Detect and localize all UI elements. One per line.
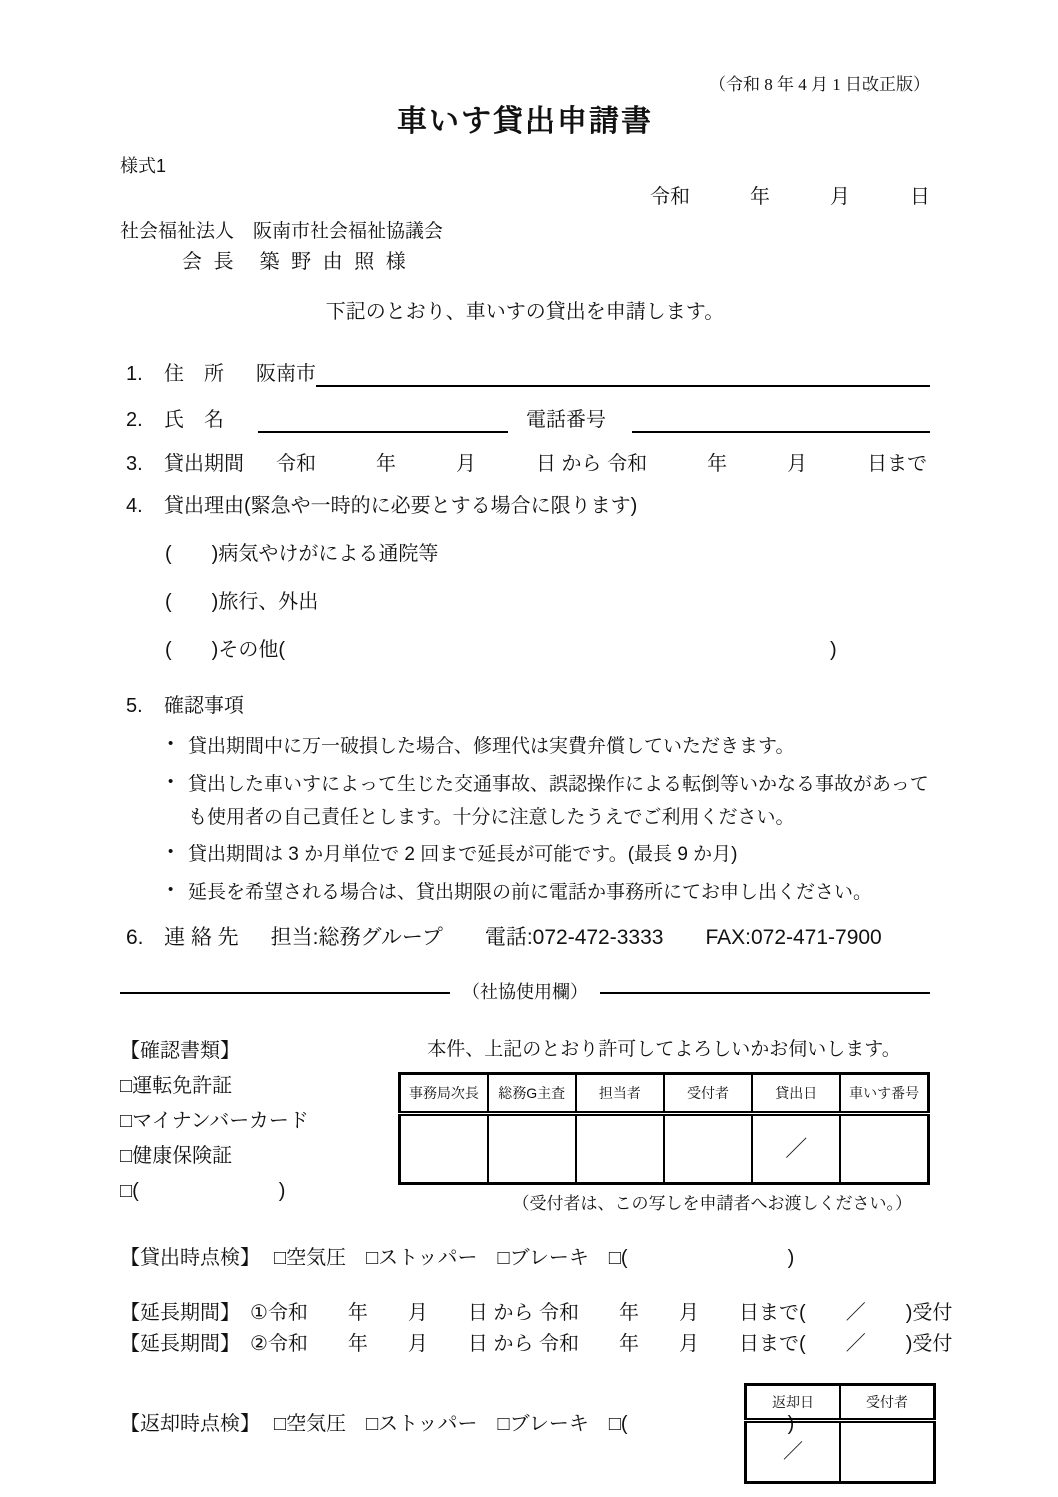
bullet-text: 貸出期間中に万一破損した場合、修理代は実費弁償していただきます。 <box>188 736 795 758</box>
approval-header-row <box>400 1073 929 1113</box>
approval-header-cell: 総務G主査 <box>488 1073 576 1113</box>
doc-checkbox-other <box>120 1178 398 1204</box>
approval-stamp-row <box>400 1114 929 1184</box>
extension-heading: 【延長期間】 <box>120 1333 240 1356</box>
item-number: 6. <box>126 925 144 949</box>
doc-checkbox-license <box>120 1073 398 1099</box>
application-statement: 下記のとおり、車いすの貸出を申請します。 <box>325 301 725 324</box>
loan-inspection-checks: □空気圧 □ストッパー □ブレーキ □( ) <box>274 1247 795 1270</box>
return-inspection-heading: 【返却時点検】 <box>120 1413 260 1436</box>
doc-label: 健康保険証 <box>132 1145 233 1168</box>
approval-header-cell: 担当者 <box>576 1073 664 1113</box>
bullet-icon: • <box>168 772 174 790</box>
documents-heading: 【確認書類】 <box>120 1040 240 1063</box>
form-items <box>120 361 930 951</box>
confirmation-bullet <box>168 769 930 834</box>
return-date-cell: ／ <box>746 1421 841 1483</box>
revision-note: （令和 8 年 4 月 1 日改正版） <box>709 75 930 94</box>
office-use-label: （社協使用欄） <box>462 981 588 1002</box>
checkbox-icon: □ <box>120 1180 133 1203</box>
bullet-text: 貸出した車いすによって生じた交通事故、誤認操作による転倒等いかなる事故があっても使用者の自己責任とします。十分に注意したうえでご利用ください。 <box>188 773 929 828</box>
confirmation-bullet <box>168 839 930 872</box>
loan-reason-label: 貸出理由(緊急や一時的に必要とする場合に限ります) <box>164 495 638 518</box>
return-area <box>120 1383 930 1483</box>
checkbox-icon: □ <box>120 1075 133 1098</box>
reason-option-text: ( )病気やけがによる通院等 <box>165 543 439 566</box>
extension-heading: 【延長期間】 <box>120 1302 240 1325</box>
approval-stamp-cell <box>488 1114 576 1184</box>
loan-inspection-heading: 【貸出時点検】 <box>120 1247 260 1270</box>
return-table <box>744 1383 936 1484</box>
office-use-area <box>120 1038 930 1215</box>
copy-note: （受付者は、この写しを申請者へお渡しください。） <box>512 1194 912 1214</box>
confirmation-row <box>126 693 930 719</box>
loan-reason-row <box>126 493 930 519</box>
doc-label: 運転免許証 <box>132 1075 233 1098</box>
return-header-row <box>746 1385 935 1421</box>
confirmation-bullet <box>168 877 930 910</box>
return-receiver-cell <box>840 1421 935 1483</box>
approval-header-cell: 貸出日 <box>752 1073 840 1113</box>
loan-period-row <box>126 451 930 477</box>
address-underline <box>316 361 930 387</box>
name-row <box>126 407 930 433</box>
phone-label: 電話番号 <box>526 409 606 432</box>
name-label: 氏 名 <box>164 409 224 432</box>
approval-stamp-cell <box>576 1114 664 1184</box>
confirmation-documents <box>120 1038 398 1215</box>
extension-period-row-1 <box>120 1299 953 1328</box>
loan-inspection-row <box>120 1245 930 1271</box>
office-use-divider <box>120 981 930 1004</box>
confirmation-label: 確認事項 <box>164 695 244 718</box>
item-number: 4. <box>126 495 143 518</box>
approval-header-cell: 車いす番号 <box>840 1073 928 1113</box>
return-stamp-row <box>746 1421 935 1483</box>
confirmation-bullet <box>168 731 930 764</box>
item-number: 1. <box>126 363 143 386</box>
approval-request-text: 本件、上記のとおり許可してよろしいかお伺いします。 <box>427 1039 901 1061</box>
reason-option-other <box>165 637 930 663</box>
loan-period-blanks: 令和 年 月 日 から 令和 年 月 日まで <box>276 453 928 476</box>
bullet-icon: • <box>168 735 174 753</box>
circled-two-icon: ② <box>250 1333 268 1356</box>
addressee-chairman: 会 長 築 野 由 照 様 <box>182 251 409 274</box>
approval-table <box>398 1072 930 1185</box>
checkbox-icon: □ <box>120 1145 133 1168</box>
item-number: 5. <box>126 695 143 718</box>
bullet-text: 延長を希望される場合は、貸出期限の前に電話か事務所にてお申し出ください。 <box>188 881 873 903</box>
return-inspection-checks: □空気圧 □ストッパー □ブレーキ □( ) <box>274 1413 795 1436</box>
contact-label: 連 絡 先 <box>164 925 239 949</box>
address-row <box>126 361 930 387</box>
reason-option-close-paren: ) <box>829 639 837 662</box>
approval-header-cell: 事務局次長 <box>400 1073 488 1113</box>
name-underline <box>258 407 508 433</box>
bullet-icon: • <box>168 880 174 898</box>
doc-checkbox-mynumber <box>120 1108 398 1134</box>
reason-option-text: ( )その他( <box>165 639 285 662</box>
reason-option-hospital <box>165 541 930 567</box>
return-receiver-header: 受付者 <box>840 1385 935 1421</box>
address-city-prefix: 阪南市 <box>256 363 316 386</box>
divider-line <box>120 992 450 994</box>
bullet-icon: • <box>168 843 174 861</box>
doc-checkbox-insurance <box>120 1143 398 1169</box>
approval-wheelchair-number-cell <box>840 1114 928 1184</box>
approval-stamp-cell <box>664 1114 752 1184</box>
checkbox-icon: □ <box>120 1110 133 1133</box>
circled-one-icon: ① <box>250 1302 268 1325</box>
approval-loan-date-cell: ／ <box>752 1114 840 1184</box>
address-label: 住 所 <box>164 363 224 386</box>
extension-blanks: 令和 年 月 日 から 令和 年 月 日まで( ／ )受付 <box>267 1333 953 1356</box>
bullet-text: 貸出期間は 3 か月単位で 2 回まで延長が可能です。(最長 9 か月) <box>188 844 738 866</box>
approval-area <box>398 1038 930 1215</box>
doc-label: ( ) <box>132 1180 286 1203</box>
phone-underline <box>632 407 930 433</box>
contact-details: 担当:総務グループ 電話:072-472-3333 FAX:072-471-7900 <box>270 925 882 949</box>
extension-period-row-2 <box>120 1330 953 1359</box>
form-number: 様式1 <box>120 156 167 177</box>
reason-option-travel <box>165 589 930 615</box>
doc-label: マイナンバーカード <box>132 1110 309 1133</box>
divider-line <box>600 992 930 994</box>
loan-period-label: 貸出期間 <box>164 453 244 476</box>
confirmation-bullets <box>120 731 930 909</box>
extension-blanks: 令和 年 月 日 から 令和 年 月 日まで( ／ )受付 <box>267 1302 953 1325</box>
approval-header-cell: 受付者 <box>664 1073 752 1113</box>
return-inspection-row <box>120 1411 794 1437</box>
reason-option-text: ( )旅行、外出 <box>165 591 319 614</box>
return-date-header: 返却日 <box>746 1385 841 1421</box>
organization-name: 社会福祉法人 阪南市社会福祉協議会 <box>120 221 444 243</box>
item-number: 3. <box>126 453 143 476</box>
item-number: 2. <box>126 409 143 432</box>
page-title: 車いす貸出申請書 <box>397 105 653 139</box>
application-date-line: 令和 年 月 日 <box>650 186 930 209</box>
contact-row <box>126 924 930 951</box>
approval-stamp-cell <box>400 1114 488 1184</box>
